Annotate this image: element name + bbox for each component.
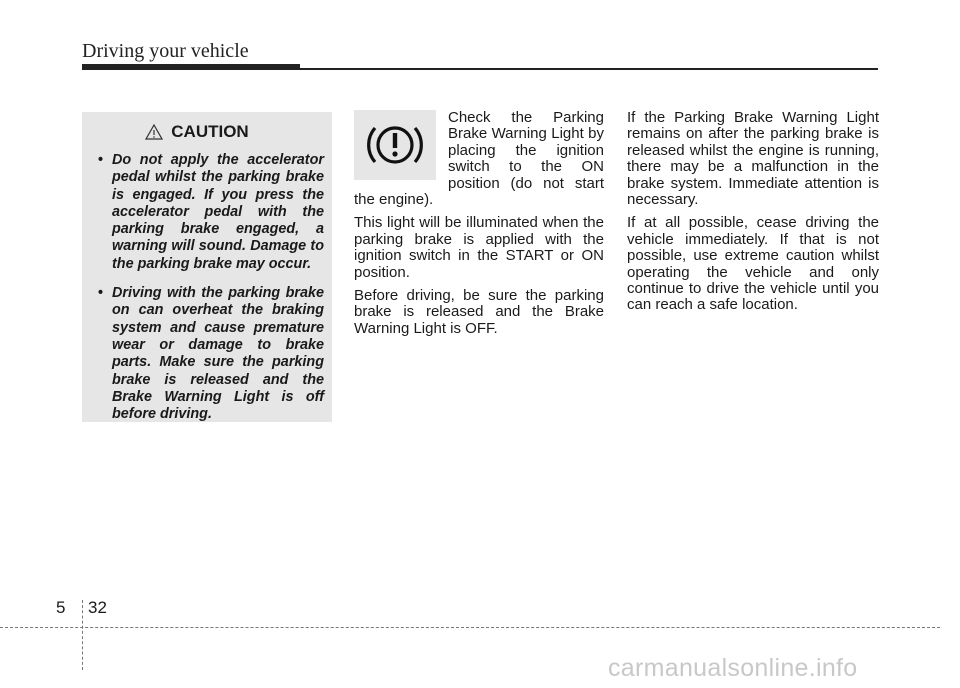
caution-item-text: Do not apply the accelerator pedal whilst the parking brake is engaged. If you press the accelerator pedal with the parking brake engaged, a warning will sound. Damage to the parking brake may occur. [112, 152, 324, 272]
bullet: • [98, 285, 104, 302]
paragraph: Before driving, be sure the parking brake is released and the Brake Warning Light is OFF. [354, 287, 604, 337]
column-3 [627, 110, 879, 321]
column-2 [354, 110, 604, 344]
watermark: carmanualsonline.info [608, 654, 858, 682]
caution-item [90, 285, 324, 423]
caution-item [90, 152, 324, 273]
caution-list [90, 152, 324, 423]
paragraph: If the Parking Brake Warning Light remains on after the parking brake is released whilst the engine is running, there may be a malfunction in the brake system. Immediate attention is necessary. [627, 109, 879, 209]
section-number: 5 [56, 598, 66, 617]
caution-box [82, 112, 332, 422]
header-title: Driving your vehicle [82, 40, 249, 62]
paragraph: Check the Parking Brake Warning Light by placing the ignition switch to the ON position (do not start the engine). [354, 109, 604, 209]
header-rule-accent [82, 64, 300, 70]
paragraph: This light will be illuminated when the parking brake is applied with the ignition switch in the START or ON position. [354, 214, 604, 281]
caution-title: CAUTION [171, 122, 249, 141]
paragraph: If at all possible, cease driving the vehicle immediately. If that is not possible, use extreme caution whilst operating the vehicle and only continue to drive the vehicle until you can reach a safe location. [627, 214, 879, 314]
warning-triangle-icon [145, 124, 163, 140]
caution-item-text: Driving with the parking brake on can overheat the braking system and cause premature wear or damage to brake parts. Make sure the parking brake is released and the Brake Warning Light is off before driving. [112, 285, 324, 423]
bullet: • [98, 152, 104, 168]
caution-heading [70, 122, 324, 142]
footer-rule [0, 627, 940, 628]
brake-warning-icon [354, 110, 436, 180]
footer-divider [82, 600, 83, 670]
page-number: 32 [88, 598, 107, 617]
